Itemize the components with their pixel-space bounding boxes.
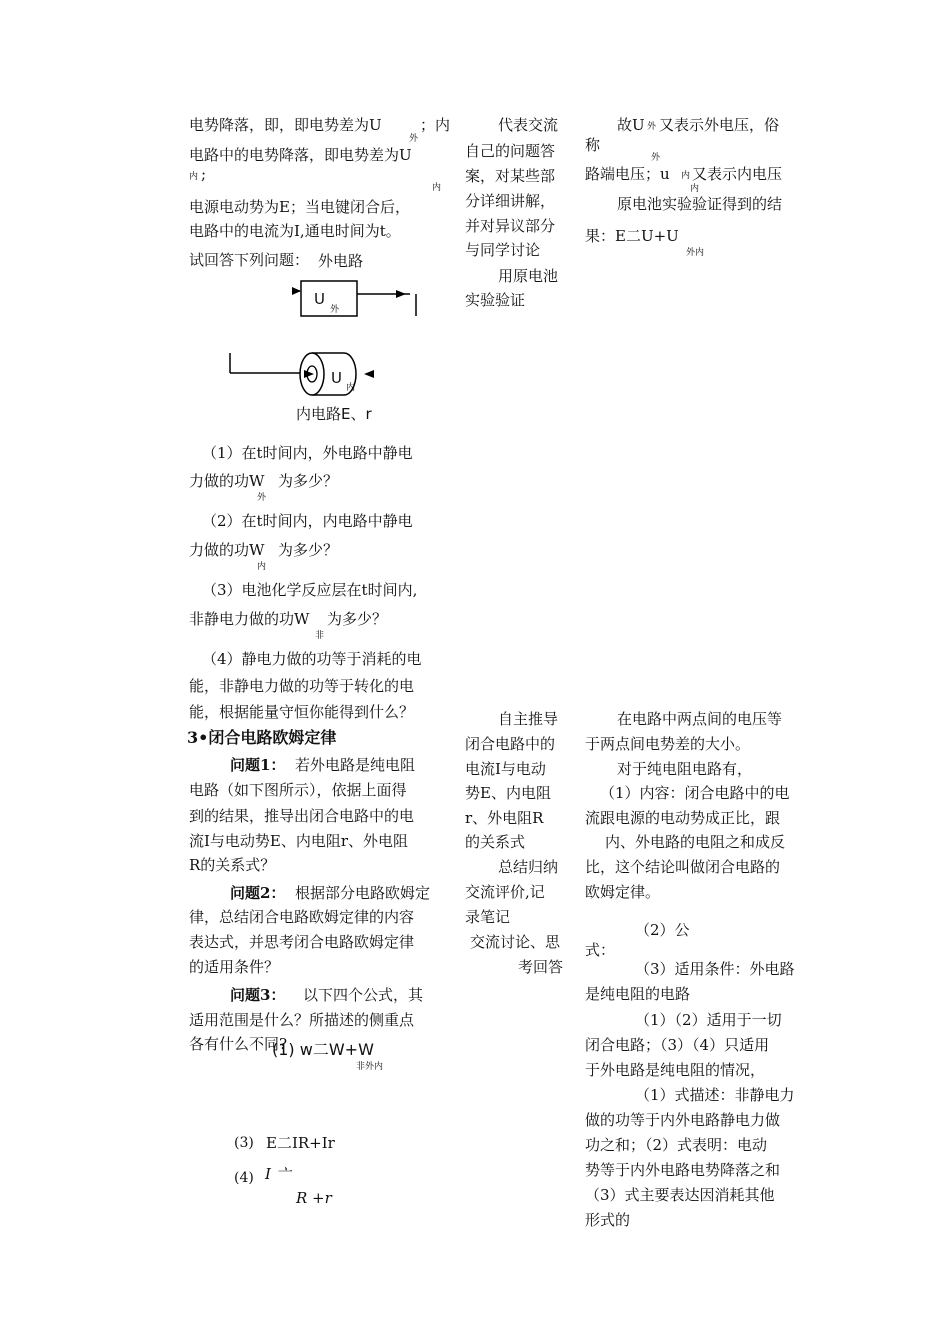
problem-1-line-3: 到的结果，推导出闭合电路中的电: [189, 807, 415, 825]
right-b2-line-11: （3）适用条件：外电路: [635, 960, 795, 978]
intro-line-1b: ；内: [420, 116, 451, 134]
q2-line-2: 力做的功W: [189, 541, 265, 559]
formula-1-sub: 非外内: [356, 1062, 384, 1072]
q4-line-3: 能，根据能量守恒你能得到什么？: [189, 703, 415, 721]
problem-1-line-5: R的关系式？: [189, 856, 276, 874]
middle-b2-line-4: 势E、内电阻: [465, 784, 551, 802]
middle-b2-line-3: 电流I与电动: [465, 760, 546, 778]
problem-2-line-2: 律，总结闭合电路欧姆定律的内容: [189, 908, 415, 926]
right-b2-line-19: 势等于内外电路电势降落之和: [585, 1161, 781, 1179]
intro-line-5: 试回答下列问题：: [189, 251, 310, 269]
formula-4-bottom: R +r: [296, 1189, 332, 1207]
right-b2-line-12: 是纯电阻的电路: [585, 985, 691, 1003]
right-b2-line-17: 做的功等于内外电路静电力做: [585, 1111, 781, 1129]
middle-b1-line-5: 并对异议部分: [465, 217, 556, 235]
middle-b2-line-9: 录笔记: [465, 908, 511, 926]
problem-3-line-3: 各有什么不同?: [189, 1035, 288, 1053]
middle-b1-line-1: 代表交流: [498, 116, 559, 134]
intro-line-2: 电路中的电势降落，即电势差为U: [189, 146, 412, 164]
subscript-nei: 内: [189, 172, 199, 182]
right-b2-line-21: 形式的: [585, 1211, 631, 1229]
right-b2-line-2: 于两点间电势差的大小。: [585, 735, 751, 753]
middle-b1-line-7: 用原电池: [498, 267, 559, 285]
q1-sub: 外: [257, 493, 267, 503]
right-b2-line-7: 比，这个结论叫做闭合电路的: [585, 858, 781, 876]
problem-2-line-3: 表达式，并思考闭合电路欧姆定律: [189, 933, 415, 951]
q4-line-1: （4）静电力做的功等于消耗的电: [202, 650, 422, 668]
subscript-wai: 外: [409, 134, 419, 144]
outer-circuit-label: 外电路: [318, 252, 364, 270]
problem-3-line-1: 以下四个公式，其: [303, 986, 424, 1004]
u-outer-label: U: [314, 290, 325, 308]
right-b2-line-20: （3）式主要表达因消耗其他: [585, 1186, 775, 1204]
right-b1-line-1-sub: 外: [647, 122, 657, 132]
intro-line-1: 电势降落，即，即电势差为U: [189, 116, 382, 134]
right-b1-line-2: 称: [585, 136, 601, 154]
middle-b2-line-8: 交流评价,记: [465, 883, 545, 901]
middle-b2-line-10: 交流讨论、思: [470, 933, 561, 951]
right-b2-line-3: 对于纯电阻电路有，: [617, 760, 753, 778]
problem-2-line-1: 根据部分电路欧姆定: [295, 884, 431, 902]
right-b2-line-8: 欧姆定律。: [585, 883, 661, 901]
q3-sub: 非: [315, 631, 325, 641]
right-b1-line-3-rest: 又表示内电压: [692, 165, 783, 183]
section-3-heading: 3•闭合电路欧姆定律: [187, 728, 337, 747]
q2-line-2b: 为多少？: [278, 541, 339, 559]
u-outer-sub: 外: [330, 305, 340, 315]
right-b1-line-3-sub-bottom: 内: [690, 184, 700, 194]
middle-b2-line-5: r、外电阻R: [465, 809, 544, 827]
problem-3-line-2: 适用范围是什么？所描述的侧重点: [189, 1011, 415, 1029]
q3-line-2b: 为多少？: [327, 610, 388, 628]
q2-sub: 内: [257, 562, 267, 572]
right-b2-line-13: （1）（2）适用于一切: [635, 1011, 782, 1029]
problem-1-line-2: 电路（如下图所示），依据上面得: [189, 781, 407, 799]
subscript-nei-2: 内: [432, 183, 442, 193]
right-b2-line-5: 流跟电源的电动势成正比，跟: [585, 809, 781, 827]
middle-b2-line-1: 自主推导: [498, 710, 559, 728]
right-b1-line-3-sub-top: 外: [651, 153, 661, 163]
q3-line-1: （3）电池化学反应层在t时间内,: [202, 581, 418, 599]
right-b1-line-5: 果：E二U+U: [585, 227, 679, 245]
right-b1-line-1: 故U: [617, 116, 645, 134]
problem-2-line-4: 的适用条件？: [189, 958, 280, 976]
intro-line-3: 电源电动势为E；当电键闭合后，: [189, 198, 410, 216]
middle-b1-line-2: 自己的问题答: [465, 142, 556, 160]
q3-line-2: 非静电力做的功W: [189, 610, 310, 628]
q1-line-1: （1）在t时间内，外电路中静电: [202, 444, 413, 462]
middle-b1-line-8: 实验验证: [465, 291, 526, 309]
right-b2-line-1: 在电路中两点间的电压等: [617, 710, 783, 728]
middle-b2-line-11: 考回答: [518, 958, 564, 976]
q2-line-1: （2）在t时间内，内电路中静电: [202, 512, 413, 530]
right-b2-line-16: （1）式描述：非静电力: [635, 1086, 795, 1104]
right-b2-line-14: 闭合电路；（3）（4）只适用: [585, 1036, 770, 1054]
u-inner-sub: 内: [346, 383, 356, 393]
right-b1-line-5-sub: 外内: [686, 248, 705, 258]
right-b2-line-9: （2）公: [635, 921, 690, 939]
formula-3: E二IR+Ir: [266, 1134, 335, 1152]
formula-4-top: I 亠: [265, 1165, 291, 1183]
middle-b1-line-4: 分详细讲解，: [465, 192, 556, 210]
middle-b2-line-6: 的关系式: [465, 833, 526, 851]
problem-1-label: 问题1：: [230, 756, 286, 774]
intro-line-4: 电路中的电流为I,通电时间为t。: [189, 222, 401, 240]
middle-b1-line-3: 案，对某些部: [465, 167, 556, 185]
problem-1-line-1: 若外电路是纯电阻: [295, 756, 416, 774]
formula-3-number: (3): [234, 1135, 254, 1151]
q4-line-2: 能，非静电力做的功等于转化的电: [189, 677, 415, 695]
right-b2-line-4: （1）内容：闭合电路中的电: [600, 784, 790, 802]
problem-1-line-4: 流I与电动势E、内电阻r、外电阻: [189, 832, 409, 850]
formula-4-number: (4): [234, 1170, 254, 1186]
middle-b2-line-2: 闭合电路中的: [465, 735, 556, 753]
right-b2-line-10: 式：: [585, 941, 616, 959]
inner-circuit-label: 内电路E、r: [296, 405, 372, 423]
u-inner-label: U: [331, 369, 342, 387]
right-b2-line-15: 于外电路是纯电阻的情况，: [585, 1061, 766, 1079]
right-b1-line-4: 原电池实验验证得到的结: [617, 195, 783, 213]
q1-line-2: 力做的功W: [189, 472, 265, 490]
intro-line-2b: ;: [201, 165, 207, 183]
right-b1-line-1-rest: 又表示外电压，俗: [659, 116, 780, 134]
right-b1-line-3: 路端电压；u: [585, 165, 670, 183]
right-b2-line-18: 功之和；（2）式表明：电动: [585, 1136, 768, 1154]
middle-b2-line-7: 总结归纳: [498, 858, 559, 876]
q1-line-2b: 为多少？: [278, 472, 339, 490]
right-b2-line-6: 内、外电路的电阻之和成反: [605, 833, 786, 851]
problem-2-label: 问题2：: [230, 884, 286, 902]
right-b1-line-3-sub: 内: [681, 171, 691, 181]
problem-3-label: 问题3：: [230, 986, 286, 1004]
formula-1: (1) w二W+W: [272, 1040, 374, 1059]
middle-b1-line-6: 与同学讨论: [465, 241, 541, 259]
